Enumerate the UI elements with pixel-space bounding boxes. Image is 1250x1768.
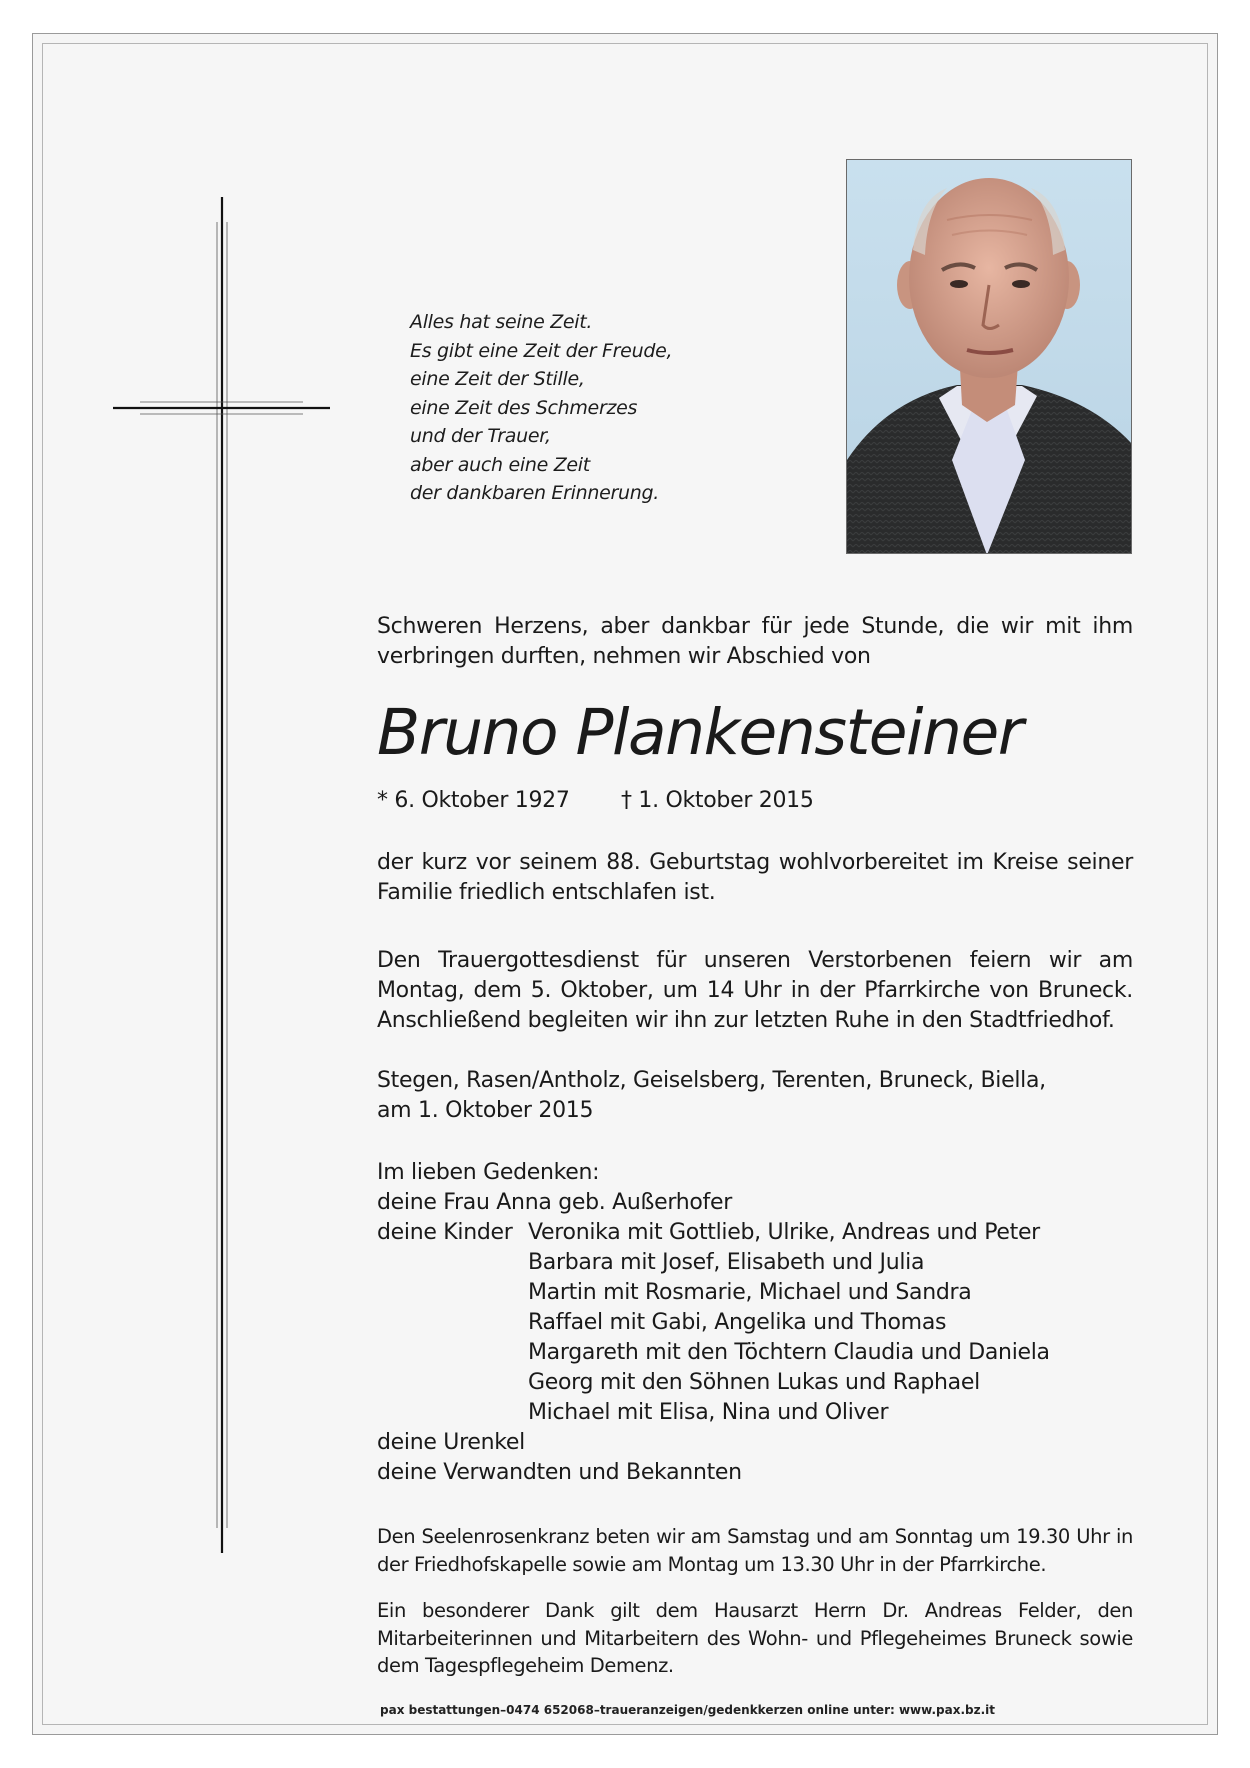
portrait-photo [846,159,1132,554]
child-family: Margareth mit den Töchtern Claudia und Daniela [528,1340,1050,1365]
places-line: Stegen, Rasen/Antholz, Geiselsberg, Terenten, Bruneck, Biella, [377,1068,1046,1093]
mourner-great-grandchildren: deine Urenkel [377,1430,525,1455]
date-line: am 1. Oktober 2015 [377,1098,594,1123]
quote-line: und der Trauer, [410,425,551,447]
footer-credit: pax bestattungen–0474 652068–traueranzeigen/gedenkkerzen online unter: www.pax.bz.it [380,1703,995,1717]
child-family: Georg mit den Söhnen Lukas und Raphael [528,1370,980,1395]
child-family: Martin mit Rosmarie, Michael und Sandra [528,1280,972,1305]
child-family: Veronika mit Gottlieb, Ulrike, Andreas und Peter [528,1220,1040,1245]
thanks-text: Ein besonderer Dank gilt dem Hausarzt Herrn Dr. Andreas Felder, den Mitarbeiterinnen und Mitarbeitern des Wohn- und Pflegeheimes Bruneck sowie dem Tagespflegeheim Demenz. [377,1599,1133,1677]
passing-text: der kurz vor seinem 88. Geburtstag wohlvorbereitet im Kreise seiner Familie friedlich entschlafen ist. [377,850,1133,905]
mourner-wife: deine Frau Anna geb. Außerhofer [377,1190,732,1215]
intro-text: Schweren Herzens, aber dankbar für jede Stunde, die wir mit ihm verbringen durften, nehmen wir Abschied von [377,614,1133,669]
service-text: Den Trauergottesdienst für unseren Verstorbenen feiern wir am Montag, dem 5. Oktober, um 14 Uhr in der Pfarrkirche von Bruneck. Anschließend begleiten wir ihn zur letzten Ruhe in den Stadtfriedhof. [377,948,1133,1033]
quote-line: Es gibt eine Zeit der Freude, [410,339,673,362]
quote-line: aber auch eine Zeit [410,453,590,476]
death-date: † 1. Oktober 2015 [621,788,814,813]
mourner-relatives: deine Verwandten und Bekannten [377,1460,742,1485]
child-family: Barbara mit Josef, Elisabeth und Julia [528,1250,925,1275]
life-dates [377,786,814,816]
quote-line: eine Zeit der Stille, [410,368,585,390]
quote-line: Alles hat seine Zeit. [410,311,593,333]
birth-date: * 6. Oktober 1927 [377,788,570,813]
deceased-name: Bruno Plankensteiner [377,696,1023,769]
child-family: Michael mit Elisa, Nina und Oliver [528,1400,889,1425]
quote-line: der dankbaren Erinnerung. [410,482,660,504]
quote-line: eine Zeit des Schmerzes [410,396,638,419]
rosary-text: Den Seelenrosenkranz beten wir am Samstag und am Sonntag um 19.30 Uhr in der Friedhofskapelle sowie am Montag um 13.30 Uhr in der Pfarrkirche. [377,1525,1133,1576]
mourners-heading-block [377,1158,1133,1218]
child-family: Raffael mit Gabi, Angelika und Thomas [528,1310,947,1335]
memorial-quote [410,308,770,508]
places-date [377,1066,1133,1126]
other-mourners [377,1428,1133,1488]
children-label: deine Kinder [377,1220,513,1245]
mourners-heading: Im lieben Gedenken: [377,1160,600,1185]
